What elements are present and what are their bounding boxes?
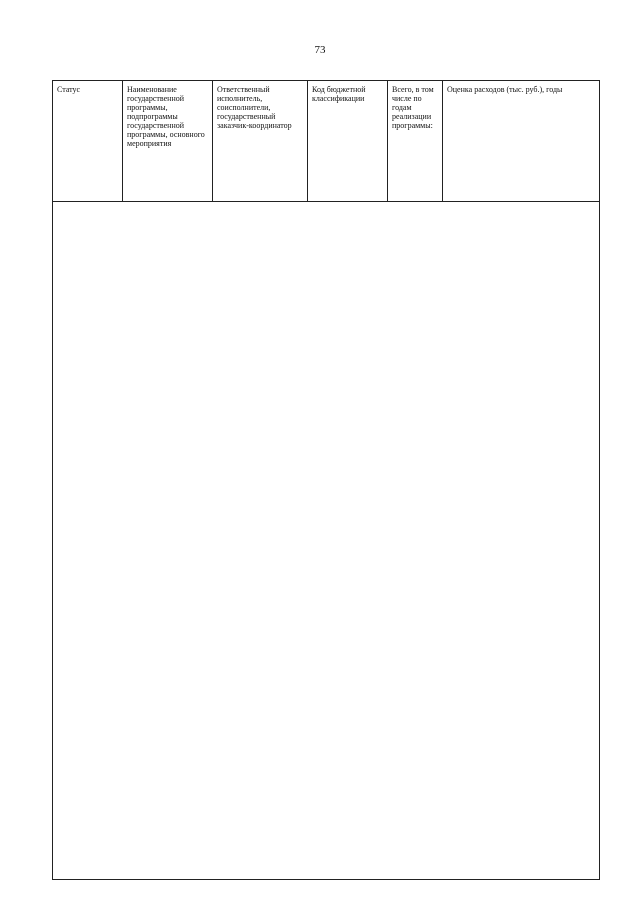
page-number: 73 <box>314 44 326 56</box>
header-name: Наименование государственной программы, подпрограммы государственной программы, основного мероприятия <box>123 81 213 201</box>
header-status: Статус <box>53 81 123 201</box>
budget-table <box>52 80 600 880</box>
header-years: Оценка расходов (тыс. руб.), годы <box>447 85 563 94</box>
header-executor: Ответственный исполнитель, соисполнители, государственный заказчик-координатор <box>213 81 308 201</box>
header-budget-code: Код бюджетной классификации <box>308 81 388 201</box>
header-total: Всего, в том числе по годам реализации программы: <box>388 81 443 201</box>
table-header-row <box>53 81 599 202</box>
